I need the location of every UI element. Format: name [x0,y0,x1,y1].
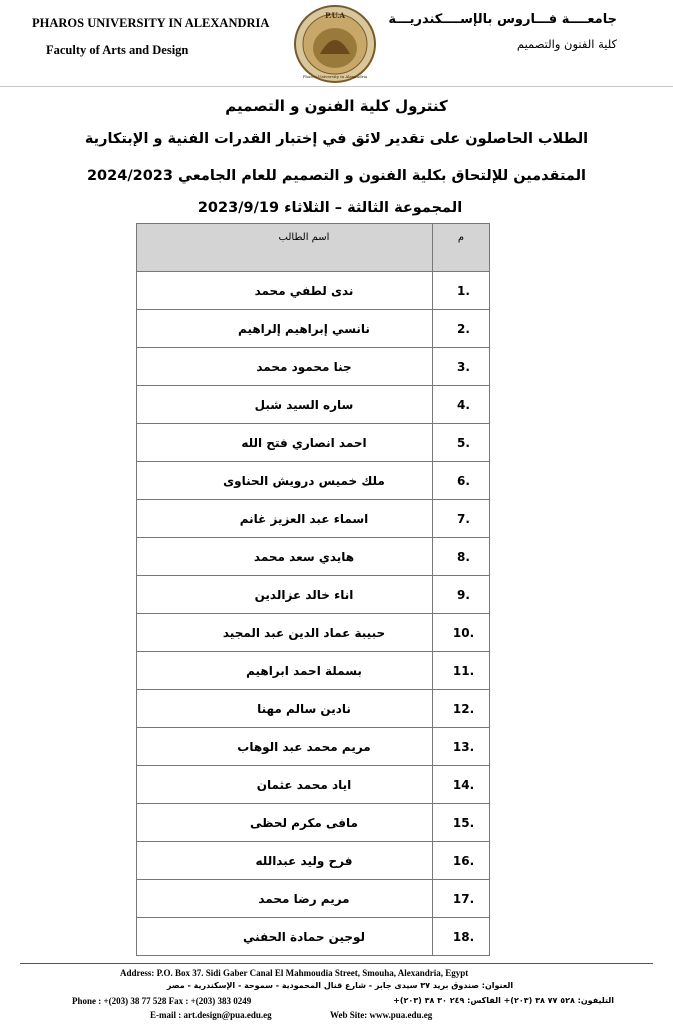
footer-website: Web Site: www.pua.edu.eg [330,1010,433,1020]
student-name: هايدي سعد محمد [137,538,433,576]
row-number: .15 [433,804,490,842]
row-number: .6 [433,462,490,500]
logo-text-top: P.U.A [325,11,345,20]
row-number: .10 [433,614,490,652]
title-description: الطلاب الحاصلون على تقدير لائق في إختبار القدرات الفنية و الإبتكارية [84,131,589,147]
student-name: مريم رضا محمد [137,880,433,918]
student-name: نانسي إبراهيم إلراهيم [137,310,433,348]
table-row [137,462,490,500]
footer-address-en: Address: P.O. Box 37. Sidi Gaber Canal El Mahmoudia Street, Smouha, Alexandria, Egypt [120,968,469,978]
header-divider [0,86,673,87]
university-logo-icon [290,4,380,84]
title-control: كنترول كلية الفنون و التصميم [225,97,448,115]
footer-email: E-mail : art.design@pua.edu.eg [150,1010,272,1020]
student-name: ملك خميس درويش الحناوى [137,462,433,500]
students-table [136,223,490,956]
table-row [137,728,490,766]
row-number: .8 [433,538,490,576]
title-group-date: المجموعة الثالثة – الثلاثاء 2023/9/19 [197,200,463,216]
header-english [32,16,272,58]
faculty-name-ar: كلية الفنون والتصميم [516,37,617,51]
student-name: اسماء عبد العزيز غانم [137,500,433,538]
student-name: نادين سالم مهنا [137,690,433,728]
table-row [137,804,490,842]
row-number: .4 [433,386,490,424]
table-row [137,766,490,804]
table-row [137,918,490,956]
row-number: .16 [433,842,490,880]
table-row [137,538,490,576]
row-number: .7 [433,500,490,538]
student-name: بسملة احمد ابراهيم [137,652,433,690]
table-row [137,348,490,386]
footer-phone-ar: التليفون: ٥٢٨ ٧٧ ٣٨ (٢٠٣)+ الفاكس: ٢٤٩ ٣٠ ٣٨ (٢٠٣)+ [393,996,614,1005]
table-row [137,272,490,310]
footer-divider [20,963,653,964]
footer-address-ar: العنوان: صندوق بريد ٣٧ سيدى جابر - شارع قنال المحمودية - سموحة - الإسكندرية - مصر [166,981,514,990]
row-number: .3 [433,348,490,386]
student-name: جنا محمود محمد [137,348,433,386]
table-row [137,614,490,652]
table-row [137,310,490,348]
student-name: اياد محمد عثمان [137,766,433,804]
table-row [137,652,490,690]
row-number: .9 [433,576,490,614]
column-header-number: م [433,224,490,272]
student-name: اناء خالد عزالدين [137,576,433,614]
row-number: .11 [433,652,490,690]
header-arabic [387,12,617,51]
title-year: المتقدمين للإلتحاق بكلية الفنون و التصميم للعام الجامعي 2024/2023 [86,168,587,184]
student-name: فرح وليد عبدالله [137,842,433,880]
row-number: .5 [433,424,490,462]
footer-phone-en: Phone : +(203) 38 77 528 Fax : +(203) 383 0249 [72,996,252,1006]
table-row [137,424,490,462]
student-name: مريم محمد عبد الوهاب [137,728,433,766]
row-number: .2 [433,310,490,348]
table-row [137,842,490,880]
table-row [137,690,490,728]
table-row [137,576,490,614]
table-row [137,880,490,918]
logo-text-ring: Pharos University in Alexandria [302,74,368,79]
university-name-en: PHAROS UNIVERSITY IN ALEXANDRIA [32,16,270,30]
row-number: .13 [433,728,490,766]
table-row [137,500,490,538]
table-row [137,386,490,424]
student-name: حبيبة عماد الدين عبد المجيد [137,614,433,652]
row-number: .18 [433,918,490,956]
student-name: مافى مكرم لحظى [137,804,433,842]
row-number: .1 [433,272,490,310]
student-name: احمد انصاري فتح الله [137,424,433,462]
student-name: ساره السيد شبل [137,386,433,424]
student-name: ندى لطفي محمد [137,272,433,310]
table-body [137,272,490,956]
university-name-ar: جامعــــة فـــاروس بالإســــكندريـــة [388,12,617,27]
row-number: .14 [433,766,490,804]
faculty-name-en: Faculty of Arts and Design [46,43,189,57]
row-number: .17 [433,880,490,918]
row-number: .12 [433,690,490,728]
column-header-name: اسم الطالب [137,224,433,272]
table-header-row [137,224,490,272]
student-name: لوجين حمادة الحفني [137,918,433,956]
